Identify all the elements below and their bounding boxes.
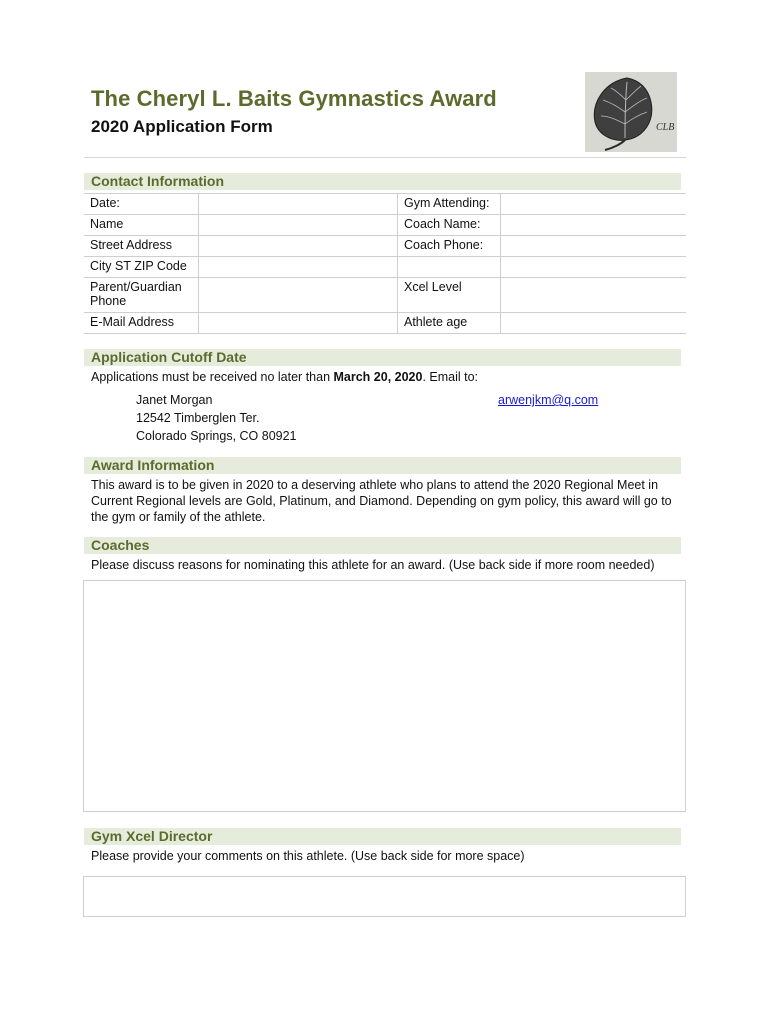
mailing-address xyxy=(136,391,297,445)
header-divider xyxy=(84,157,686,158)
table-row xyxy=(84,236,686,257)
leaf-logo xyxy=(585,72,677,152)
table-row xyxy=(84,194,686,215)
city-st-zip-field[interactable] xyxy=(199,257,398,278)
blank-field[interactable] xyxy=(501,257,687,278)
name-label: Name xyxy=(84,215,199,236)
table-row xyxy=(84,313,686,334)
director-heading: Gym Xcel Director xyxy=(84,828,681,845)
form-subtitle: 2020 Application Form xyxy=(91,117,273,136)
coach-phone-label: Coach Phone: xyxy=(398,236,501,257)
cutoff-date: March 20, 2020 xyxy=(333,370,423,384)
street-address-field[interactable] xyxy=(199,236,398,257)
address-name: Janet Morgan xyxy=(136,393,213,407)
athlete-age-field[interactable] xyxy=(501,313,687,334)
form-title: The Cheryl L. Baits Gymnastics Award xyxy=(91,86,497,111)
gym-attending-label: Gym Attending: xyxy=(398,194,501,215)
address-city: Colorado Springs, CO 80921 xyxy=(136,429,297,443)
coaches-prompt: Please discuss reasons for nominating this athlete for an award. (Use back side if more room needed) xyxy=(91,558,655,572)
cutoff-text-after: . Email to: xyxy=(422,370,479,384)
city-st-zip-label: City ST ZIP Code xyxy=(84,257,199,278)
parent-guardian-phone-label: Parent/Guardian Phone xyxy=(84,278,199,313)
director-comment-box[interactable] xyxy=(83,876,686,917)
coach-phone-field[interactable] xyxy=(501,236,687,257)
date-field[interactable] xyxy=(199,194,398,215)
blank-label xyxy=(398,257,501,278)
coaches-heading: Coaches xyxy=(84,537,681,554)
coach-name-field[interactable] xyxy=(501,215,687,236)
cutoff-text-before: Applications must be received no later than xyxy=(91,370,334,384)
award-text: This award is to be given in 2020 to a deserving athlete who plans to attend the 2020 Regional Meet in Current Regional levels are Gold, Platinum, and Diamond. Depending on gym policy, this award will go to the gym or family of the athlete. xyxy=(91,478,672,524)
parent-guardian-phone-field[interactable] xyxy=(199,278,398,313)
logo-text: CLB xyxy=(656,122,675,133)
xcel-level-label: Xcel Level xyxy=(398,278,501,313)
table-row xyxy=(84,278,686,313)
email-address-field[interactable] xyxy=(199,313,398,334)
coaches-comment-box[interactable] xyxy=(83,580,686,812)
contact-table xyxy=(84,193,686,334)
xcel-level-field[interactable] xyxy=(501,278,687,313)
leaf-icon xyxy=(585,72,677,152)
gym-attending-field[interactable] xyxy=(501,194,687,215)
award-heading: Award Information xyxy=(84,457,681,474)
address-street: 12542 Timberglen Ter. xyxy=(136,411,260,425)
cutoff-heading: Application Cutoff Date xyxy=(84,349,681,366)
table-row xyxy=(84,215,686,236)
street-address-label: Street Address xyxy=(84,236,199,257)
date-label: Date: xyxy=(84,194,199,215)
email-address-label: E-Mail Address xyxy=(84,313,199,334)
cutoff-text xyxy=(91,369,478,385)
athlete-age-label: Athlete age xyxy=(398,313,501,334)
email-link[interactable]: arwenjkm@q.com xyxy=(498,393,599,407)
contact-heading: Contact Information xyxy=(84,173,681,190)
coach-name-label: Coach Name: xyxy=(398,215,501,236)
name-field[interactable] xyxy=(199,215,398,236)
director-prompt: Please provide your comments on this athlete. (Use back side for more space) xyxy=(91,849,525,863)
table-row xyxy=(84,257,686,278)
